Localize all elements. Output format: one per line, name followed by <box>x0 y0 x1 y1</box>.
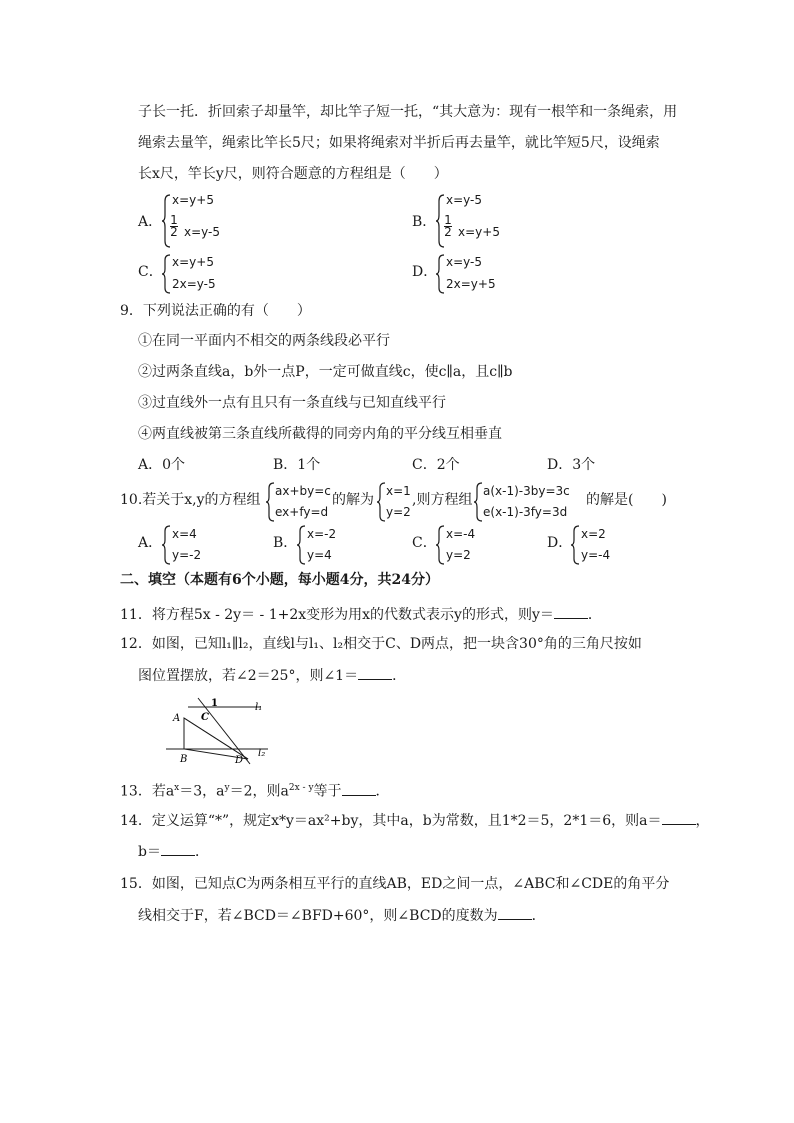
q10-system-1 <box>266 481 334 523</box>
q10-a-eq1: x=4 <box>172 527 197 541</box>
q10-mid2: ,则方程组 <box>412 492 473 508</box>
q10-sys1-eq1: ax+by=c <box>275 484 331 498</box>
q14-line2 <box>138 841 209 862</box>
q10-sol-eq2: y=2 <box>386 505 411 519</box>
q11-text: 11．将方程5x - 2y＝ - 1+2x变形为用x的代数式表示y的形式，则y＝ <box>120 607 554 623</box>
brace-icon <box>436 253 446 295</box>
q8-option-a-system <box>162 193 252 249</box>
q8-option-a-label: A． <box>138 214 163 230</box>
q12-line2 <box>138 665 406 686</box>
q8-option-c-system <box>162 253 252 295</box>
q14-answer-a-blank[interactable] <box>662 810 696 825</box>
q8-a-eq1: x=y+5 <box>172 193 214 207</box>
q8-d-eq2: 2x=y+5 <box>446 277 496 291</box>
q10-sys2-eq1: a(x-1)-3by=3c <box>483 484 570 498</box>
q8-option-b-label: B． <box>412 214 437 230</box>
label-a: A <box>173 713 181 724</box>
q13-line <box>120 778 390 802</box>
brace-icon <box>162 524 172 566</box>
q9-option-b: B．1个 <box>273 457 321 473</box>
brace-icon <box>162 253 172 295</box>
q10-b-eq2: y=4 <box>307 548 332 562</box>
q14-answer-b-blank[interactable] <box>161 841 195 856</box>
label-b: B <box>180 754 188 765</box>
q13-mid1: ＝3，a <box>179 783 225 800</box>
frac-num: 1 <box>444 213 452 227</box>
q10-post: 的解是( ) <box>586 492 667 508</box>
q8-a-eq2: x=y-5 <box>184 225 221 239</box>
q10-c-eq2: y=2 <box>446 548 471 562</box>
q11-answer-blank[interactable] <box>554 604 588 619</box>
q15-line2 <box>138 905 546 926</box>
q10-b-eq1: x=-2 <box>307 527 337 541</box>
frac-den: 2 <box>444 225 452 239</box>
q14-line1-end: ， <box>695 813 710 829</box>
frac-num: 1 <box>170 213 178 227</box>
label-1: 1 <box>211 698 218 709</box>
q10-a-eq2: y=-2 <box>172 548 202 562</box>
q13-answer-blank[interactable] <box>342 781 376 796</box>
q15-end: ． <box>531 908 546 924</box>
q8-line1: 子长一托．折回索子却量竿，却比竿子短一托，“其大意为：现有一根竿和一条绳索，用 <box>138 104 678 120</box>
q8-a-fraction <box>170 215 178 238</box>
q10-option-c-label: C． <box>412 535 437 551</box>
q11-end: ． <box>587 607 602 623</box>
q10-sol-eq1: x=1 <box>386 484 411 498</box>
q13-pre: 13．若a <box>120 783 175 800</box>
q10-option-b-label: B． <box>273 535 298 551</box>
frac-den: 2 <box>170 225 178 239</box>
q14-line1 <box>120 810 710 831</box>
q10-option-a-system <box>162 524 222 566</box>
label-c: C <box>201 712 209 723</box>
q8-option-b-system <box>436 193 526 249</box>
q9-statement-3: ③过直线外一点有且只有一条直线与已知直线平行 <box>138 395 446 411</box>
q9-statement-4: ④两直线被第三条直线所截得的同旁内角的平分线互相垂直 <box>138 426 502 442</box>
q13-end: ． <box>375 783 390 800</box>
q10-option-c-system <box>436 524 496 566</box>
q10-mid1: 的解为 <box>332 492 374 508</box>
q9-statement-2: ②过两条直线a，b外一点P，一定可做直线c，使c∥a，且c∥b <box>138 364 513 380</box>
q12-text: 图位置摆放，若∠2＝25°，则∠1＝ <box>138 668 359 684</box>
q10-pre: 10.若关于x,y的方程组 <box>120 492 261 508</box>
q10-d-eq1: x=2 <box>581 527 606 541</box>
q12-answer-blank[interactable] <box>358 665 392 680</box>
q14-line2-end: ． <box>194 844 209 860</box>
q8-option-d-system <box>436 253 526 295</box>
q8-b-eq2: x=y+5 <box>458 225 500 239</box>
brace-icon <box>436 524 446 566</box>
q13-sup-exp: 2x - y <box>288 783 314 793</box>
q13-post: 等于 <box>313 783 342 800</box>
label-d: D <box>235 755 244 766</box>
q10-option-b-system <box>297 524 357 566</box>
q10-system-2 <box>474 481 586 523</box>
q9-stem: 9．下列说法正确的有（ ） <box>120 303 311 319</box>
q10-option-d-label: D． <box>547 535 573 551</box>
q12-line1: 12．如图，已知l₁∥l₂，直线l与l₁、l₂相交于C、D两点，把一块含30°角的三角尺按如 <box>120 636 642 652</box>
q8-b-eq1: x=y-5 <box>446 193 483 207</box>
brace-icon <box>571 524 581 566</box>
q10-d-eq2: y=-4 <box>581 548 611 562</box>
q10-option-a-label: A． <box>138 535 163 551</box>
section-2-heading: 二、填空（本题有6个小题，每小题4分，共24分） <box>120 572 439 588</box>
q12-end: ． <box>392 668 407 684</box>
q8-d-eq1: x=y-5 <box>446 255 483 269</box>
q12-figure <box>164 696 276 768</box>
label-l2: l₂ <box>258 748 266 759</box>
q15-line1: 15．如图，已知点C为两条相互平行的直线AB，ED之间一点，∠ABC和∠CDE的角平分 <box>120 876 670 892</box>
q10-sys1-eq2: ex+fy=d <box>275 505 329 519</box>
q8-c-eq2: 2x=y-5 <box>172 277 216 291</box>
q15-answer-blank[interactable] <box>498 905 532 920</box>
label-l1: l₁ <box>255 702 263 713</box>
q8-b-fraction <box>444 215 452 238</box>
q9-statement-1: ①在同一平面内不相交的两条线段必平行 <box>138 333 390 349</box>
hypotenuse <box>184 718 248 759</box>
q14-line2-pre: b＝ <box>138 844 161 860</box>
q13-sup-y: y <box>224 783 230 793</box>
q10-solution <box>377 481 413 523</box>
q10-c-eq1: x=-4 <box>446 527 476 541</box>
q10-sys2-eq2: e(x-1)-3fy=3d <box>483 505 568 519</box>
q11-line <box>120 604 602 625</box>
q8-option-d-label: D． <box>412 264 438 280</box>
q9-option-a: A．0个 <box>138 457 186 473</box>
q8-line3: 长x尺，竿长y尺，则符合题意的方程组是（ ） <box>138 166 448 182</box>
q10-option-d-system <box>571 524 631 566</box>
brace-icon <box>297 524 307 566</box>
q13-mid2: ＝2，则a <box>229 783 289 800</box>
q9-option-c: C．2个 <box>412 457 460 473</box>
q9-option-d: D．3个 <box>547 457 596 473</box>
q14-text: 14．定义运算“*”，规定x*y＝ax²+by，其中a，b为常数，且1*2＝5，2*1＝6，则a＝ <box>120 813 662 829</box>
q15-text: 线相交于F，若∠BCD＝∠BFD+60°，则∠BCD的度数为 <box>138 908 498 924</box>
q8-c-eq1: x=y+5 <box>172 255 214 269</box>
q13-sup-x: x <box>174 783 180 793</box>
q8-option-c-label: C． <box>138 264 163 280</box>
q8-line2: 绳索去量竿，绳索比竿长5尺；如果将绳索对半折后再去量竿，就比竿短5尺，设绳索 <box>138 135 660 151</box>
